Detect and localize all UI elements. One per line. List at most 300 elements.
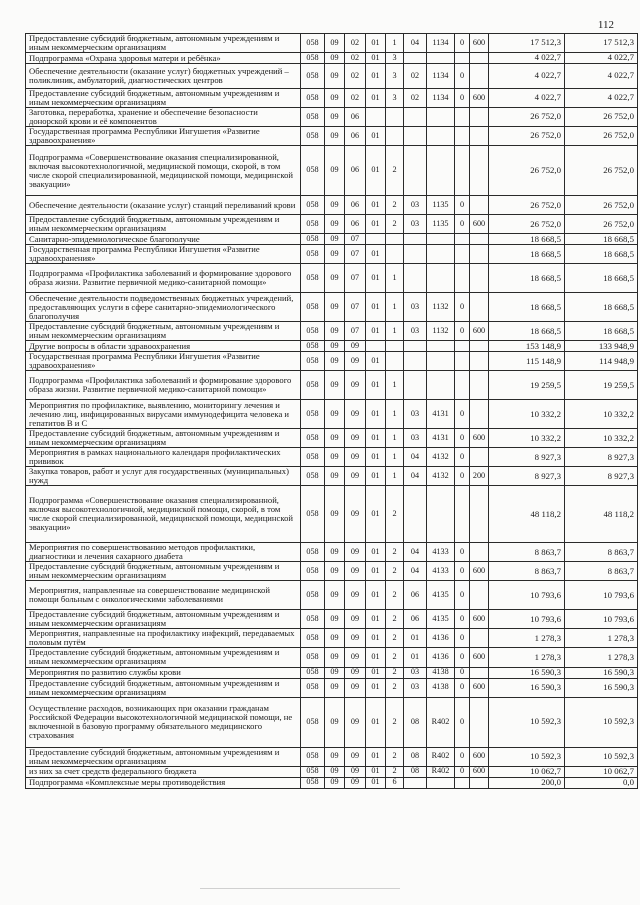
budget-table (25, 33, 638, 789)
row-code-c7: 1134 (427, 64, 455, 89)
table-row (26, 697, 638, 747)
row-code-c7: 4136 (427, 648, 455, 667)
row-code-c1: 058 (301, 127, 325, 146)
row-code-c1: 058 (301, 371, 325, 400)
row-code-c4: 01 (366, 429, 386, 448)
row-code-c5 (386, 108, 404, 127)
table-row (26, 543, 638, 562)
row-name: Предоставление субсидий бюджетным, автономным учреждениям и иным некоммерческим организациям (26, 648, 301, 667)
row-code-c8: 0 (455, 610, 470, 629)
row-code-c9 (470, 777, 489, 788)
row-name: Заготовка, переработка, хранение и обеспечение безопасности донорской крови и её компонентов (26, 108, 301, 127)
row-code-c9 (470, 53, 489, 64)
row-code-c3: 06 (345, 146, 366, 196)
row-amount-v1: 153 148,9 (489, 341, 565, 352)
table-row (26, 89, 638, 108)
row-code-c6: 01 (404, 648, 427, 667)
row-code-c4: 01 (366, 486, 386, 543)
row-amount-v1: 1 278,3 (489, 629, 565, 648)
row-code-c5: 2 (386, 543, 404, 562)
row-code-c1: 058 (301, 467, 325, 486)
row-amount-v1: 18 668,5 (489, 293, 565, 322)
row-code-c7 (427, 53, 455, 64)
row-amount-v2: 4 022,7 (565, 53, 638, 64)
row-code-c6 (404, 371, 427, 400)
row-code-c1: 058 (301, 64, 325, 89)
row-code-c8: 0 (455, 629, 470, 648)
row-amount-v1: 1 278,3 (489, 648, 565, 667)
row-code-c4: 01 (366, 53, 386, 64)
row-code-c4: 01 (366, 34, 386, 53)
row-code-c7 (427, 127, 455, 146)
row-amount-v2: 17 512,3 (565, 34, 638, 53)
row-code-c5 (386, 352, 404, 371)
row-amount-v2: 26 752,0 (565, 127, 638, 146)
row-amount-v2: 18 668,5 (565, 322, 638, 341)
row-code-c3: 09 (345, 747, 366, 766)
row-code-c7: 4138 (427, 667, 455, 678)
row-amount-v2: 10 062,7 (565, 766, 638, 777)
row-code-c4: 01 (366, 352, 386, 371)
row-name: Осуществление расходов, возникающих при оказании гражданам Российской Федерации высокотехнологичной медицинской помощи, не включенной в базовую программу обязательного медицинского страхования (26, 697, 301, 747)
row-name: Мероприятия, направленные на совершенствование медицинской помощи больным с онкологическими заболеваниями (26, 581, 301, 610)
row-code-c5 (386, 245, 404, 264)
row-code-c1: 058 (301, 196, 325, 215)
row-amount-v1: 10 592,3 (489, 697, 565, 747)
row-code-c5: 1 (386, 448, 404, 467)
table-row (26, 245, 638, 264)
row-name: Обеспечение деятельности (оказание услуг) бюджетных учреждений – поликлиник, амбулаторий, диагностических центров (26, 64, 301, 89)
row-code-c2: 09 (325, 108, 345, 127)
row-code-c4: 01 (366, 322, 386, 341)
row-code-c3: 06 (345, 108, 366, 127)
row-amount-v2: 10 793,6 (565, 581, 638, 610)
row-code-c7: 4131 (427, 400, 455, 429)
row-code-c9 (470, 371, 489, 400)
row-code-c7: 4135 (427, 610, 455, 629)
row-code-c6 (404, 127, 427, 146)
row-code-c8 (455, 53, 470, 64)
row-code-c3: 09 (345, 610, 366, 629)
row-amount-v1: 18 668,5 (489, 245, 565, 264)
row-code-c5: 1 (386, 467, 404, 486)
row-code-c1: 058 (301, 766, 325, 777)
row-code-c4: 01 (366, 610, 386, 629)
row-code-c6: 03 (404, 196, 427, 215)
row-code-c4: 01 (366, 777, 386, 788)
row-code-c5: 2 (386, 667, 404, 678)
row-code-c2: 09 (325, 234, 345, 245)
row-code-c3: 07 (345, 322, 366, 341)
row-code-c3: 09 (345, 371, 366, 400)
row-code-c7: 1135 (427, 215, 455, 234)
row-code-c9: 600 (470, 322, 489, 341)
row-code-c3: 09 (345, 562, 366, 581)
row-code-c5: 6 (386, 777, 404, 788)
row-code-c7 (427, 777, 455, 788)
row-code-c3: 09 (345, 429, 366, 448)
row-code-c3: 09 (345, 667, 366, 678)
row-code-c5: 2 (386, 610, 404, 629)
row-code-c2: 09 (325, 245, 345, 264)
row-code-c2: 09 (325, 341, 345, 352)
row-amount-v1: 18 668,5 (489, 234, 565, 245)
row-name: Другие вопросы в области здравоохранения (26, 341, 301, 352)
row-code-c7: R402 (427, 766, 455, 777)
row-code-c5: 2 (386, 486, 404, 543)
row-name: Предоставление субсидий бюджетным, автономным учреждениям и иным некоммерческим организациям (26, 34, 301, 53)
row-code-c4 (366, 234, 386, 245)
row-name: Предоставление субсидий бюджетным, автономным учреждениям и иным некоммерческим организациям (26, 678, 301, 697)
row-amount-v2: 4 022,7 (565, 89, 638, 108)
row-code-c1: 058 (301, 429, 325, 448)
row-code-c3: 09 (345, 448, 366, 467)
row-code-c7 (427, 234, 455, 245)
row-code-c4: 01 (366, 581, 386, 610)
row-code-c5: 2 (386, 678, 404, 697)
row-code-c1: 058 (301, 322, 325, 341)
row-code-c8: 0 (455, 678, 470, 697)
row-name: Мероприятия по совершенствованию методов профилактики, диагностики и лечения сахарного диабета (26, 543, 301, 562)
row-code-c8: 0 (455, 89, 470, 108)
row-code-c7 (427, 341, 455, 352)
row-code-c2: 09 (325, 322, 345, 341)
row-amount-v1: 8 927,3 (489, 448, 565, 467)
row-code-c1: 058 (301, 777, 325, 788)
row-amount-v1: 200,0 (489, 777, 565, 788)
row-code-c5: 2 (386, 629, 404, 648)
row-name: Подпрограмма «Охрана здоровья матери и ребёнка» (26, 53, 301, 64)
row-code-c8: 0 (455, 429, 470, 448)
row-code-c2: 09 (325, 697, 345, 747)
row-code-c6: 08 (404, 747, 427, 766)
row-code-c6 (404, 341, 427, 352)
table-row (26, 234, 638, 245)
row-amount-v2: 26 752,0 (565, 146, 638, 196)
row-amount-v1: 10 332,2 (489, 429, 565, 448)
row-code-c2: 09 (325, 293, 345, 322)
row-code-c6 (404, 234, 427, 245)
table-row (26, 293, 638, 322)
table-row (26, 371, 638, 400)
row-code-c5: 2 (386, 562, 404, 581)
row-name: Предоставление субсидий бюджетным, автономным учреждениям и иным некоммерческим организациям (26, 610, 301, 629)
row-code-c2: 09 (325, 777, 345, 788)
row-code-c6: 06 (404, 581, 427, 610)
row-code-c7: 4135 (427, 581, 455, 610)
row-code-c7: 4131 (427, 429, 455, 448)
row-code-c8 (455, 146, 470, 196)
row-code-c5: 2 (386, 747, 404, 766)
row-amount-v1: 10 332,2 (489, 400, 565, 429)
row-name: Подпрограмма «Совершенствование оказания специализированной, включая высокотехнологичной, медицинской помощи, скорой, в том числе скорой специализированной, медицинской помощи, медицинской эвакуации» (26, 486, 301, 543)
row-code-c6 (404, 486, 427, 543)
row-code-c9: 600 (470, 34, 489, 53)
table-row (26, 108, 638, 127)
row-code-c5 (386, 341, 404, 352)
scan-edge (200, 888, 400, 889)
row-code-c8: 0 (455, 766, 470, 777)
row-code-c8: 0 (455, 34, 470, 53)
row-code-c1: 058 (301, 400, 325, 429)
row-code-c9 (470, 293, 489, 322)
row-amount-v2: 8 863,7 (565, 543, 638, 562)
row-code-c6: 03 (404, 667, 427, 678)
row-amount-v2: 4 022,7 (565, 64, 638, 89)
row-name: Государственная программа Республики Ингушетия «Развитие здравоохранения» (26, 127, 301, 146)
row-code-c8 (455, 127, 470, 146)
row-amount-v2: 10 592,3 (565, 747, 638, 766)
row-name: Мероприятия, направленные на профилактику инфекций, передаваемых половым путём (26, 629, 301, 648)
row-code-c8 (455, 245, 470, 264)
row-code-c7: 1132 (427, 293, 455, 322)
row-amount-v1: 18 668,5 (489, 322, 565, 341)
table-row (26, 53, 638, 64)
row-code-c7: 1132 (427, 322, 455, 341)
row-code-c5: 2 (386, 146, 404, 196)
row-code-c9: 600 (470, 562, 489, 581)
row-code-c4: 01 (366, 400, 386, 429)
row-code-c1: 058 (301, 562, 325, 581)
row-code-c7: 4132 (427, 448, 455, 467)
row-code-c9 (470, 264, 489, 293)
row-code-c3: 09 (345, 629, 366, 648)
row-code-c7: 1134 (427, 89, 455, 108)
row-name: Предоставление субсидий бюджетным, автономным учреждениям и иным некоммерческим организациям (26, 747, 301, 766)
row-name: Мероприятия по развитию службы крови (26, 667, 301, 678)
row-code-c9: 600 (470, 89, 489, 108)
table-row (26, 747, 638, 766)
row-code-c2: 09 (325, 581, 345, 610)
row-name: из них за счет средств федерального бюджета (26, 766, 301, 777)
row-code-c4: 01 (366, 146, 386, 196)
row-code-c7: 4133 (427, 562, 455, 581)
row-name: Мероприятия по профилактике, выявлению, мониторингу лечения и лечению лиц, инфицированных вирусами иммунодефицита человека и гепатитов В и С (26, 400, 301, 429)
row-code-c7: 1135 (427, 196, 455, 215)
row-code-c5: 2 (386, 215, 404, 234)
row-code-c9 (470, 629, 489, 648)
table-row (26, 34, 638, 53)
row-code-c3: 09 (345, 467, 366, 486)
row-amount-v1: 26 752,0 (489, 196, 565, 215)
row-code-c8 (455, 264, 470, 293)
row-code-c5: 3 (386, 53, 404, 64)
row-code-c6: 08 (404, 697, 427, 747)
row-code-c3: 07 (345, 234, 366, 245)
row-code-c4: 01 (366, 196, 386, 215)
row-code-c7 (427, 486, 455, 543)
row-code-c7 (427, 245, 455, 264)
table-row (26, 341, 638, 352)
row-code-c1: 058 (301, 581, 325, 610)
row-code-c3: 09 (345, 648, 366, 667)
row-code-c4: 01 (366, 667, 386, 678)
row-code-c8: 0 (455, 697, 470, 747)
row-code-c9: 600 (470, 215, 489, 234)
row-code-c3: 07 (345, 293, 366, 322)
row-code-c7 (427, 146, 455, 196)
row-code-c8: 0 (455, 667, 470, 678)
row-code-c8: 0 (455, 562, 470, 581)
table-row (26, 429, 638, 448)
row-code-c4: 01 (366, 293, 386, 322)
row-code-c3: 07 (345, 245, 366, 264)
row-code-c2: 09 (325, 678, 345, 697)
row-code-c3: 09 (345, 352, 366, 371)
row-code-c1: 058 (301, 293, 325, 322)
row-code-c4: 01 (366, 629, 386, 648)
row-code-c9 (470, 667, 489, 678)
row-code-c6: 04 (404, 448, 427, 467)
row-code-c3: 09 (345, 678, 366, 697)
row-code-c3: 06 (345, 215, 366, 234)
row-amount-v1: 16 590,3 (489, 667, 565, 678)
row-code-c2: 09 (325, 648, 345, 667)
row-amount-v2: 0,0 (565, 777, 638, 788)
row-code-c2: 09 (325, 127, 345, 146)
row-code-c1: 058 (301, 245, 325, 264)
row-code-c2: 09 (325, 610, 345, 629)
row-code-c7: 4138 (427, 678, 455, 697)
row-code-c6 (404, 108, 427, 127)
row-code-c3: 02 (345, 53, 366, 64)
row-code-c8: 0 (455, 747, 470, 766)
table-row (26, 127, 638, 146)
row-code-c7: 4136 (427, 629, 455, 648)
row-code-c8: 0 (455, 64, 470, 89)
row-code-c3: 09 (345, 777, 366, 788)
row-amount-v1: 26 752,0 (489, 108, 565, 127)
row-amount-v2: 114 948,9 (565, 352, 638, 371)
row-code-c4: 01 (366, 215, 386, 234)
row-code-c9 (470, 352, 489, 371)
row-name: Государственная программа Республики Ингушетия «Развитие здравоохранения» (26, 245, 301, 264)
row-code-c3: 06 (345, 196, 366, 215)
row-code-c7: R402 (427, 747, 455, 766)
row-code-c3: 02 (345, 34, 366, 53)
row-name: Обеспечение деятельности (оказание услуг) станций переливаний крови (26, 196, 301, 215)
row-name: Подпрограмма «Профилактика заболеваний и формирование здорового образа жизни. Развитие первичной медико-санитарной помощи» (26, 371, 301, 400)
row-name: Предоставление субсидий бюджетным, автономным учреждениям и иным некоммерческим организациям (26, 89, 301, 108)
row-code-c3: 09 (345, 543, 366, 562)
row-amount-v1: 10 062,7 (489, 766, 565, 777)
row-amount-v1: 8 927,3 (489, 467, 565, 486)
row-code-c1: 058 (301, 108, 325, 127)
row-amount-v2: 8 927,3 (565, 467, 638, 486)
row-code-c9 (470, 245, 489, 264)
row-code-c8 (455, 341, 470, 352)
row-amount-v1: 115 148,9 (489, 352, 565, 371)
row-code-c1: 058 (301, 697, 325, 747)
row-code-c1: 058 (301, 341, 325, 352)
row-code-c1: 058 (301, 89, 325, 108)
row-amount-v2: 133 948,9 (565, 341, 638, 352)
row-name: Подпрограмма «Совершенствование оказания специализированной, включая высокотехнологичной, медицинской помощи, скорой, в том числе скорой специализированной, медицинской помощи, медицинской эвакуации» (26, 146, 301, 196)
row-amount-v2: 48 118,2 (565, 486, 638, 543)
row-code-c5: 2 (386, 648, 404, 667)
table-row (26, 264, 638, 293)
row-amount-v1: 10 793,6 (489, 610, 565, 629)
row-code-c4: 01 (366, 648, 386, 667)
row-code-c6 (404, 777, 427, 788)
row-code-c6: 04 (404, 543, 427, 562)
row-code-c9 (470, 581, 489, 610)
row-name: Мероприятия в рамках национального календаря профилактических прививок (26, 448, 301, 467)
row-amount-v1: 4 022,7 (489, 89, 565, 108)
row-code-c5: 2 (386, 766, 404, 777)
table-row (26, 610, 638, 629)
row-code-c4: 01 (366, 371, 386, 400)
row-code-c8 (455, 371, 470, 400)
row-amount-v1: 48 118,2 (489, 486, 565, 543)
row-amount-v1: 16 590,3 (489, 678, 565, 697)
row-amount-v2: 8 863,7 (565, 562, 638, 581)
row-code-c3: 09 (345, 581, 366, 610)
row-code-c7: R402 (427, 697, 455, 747)
row-code-c2: 09 (325, 196, 345, 215)
row-code-c8: 0 (455, 322, 470, 341)
row-code-c1: 058 (301, 53, 325, 64)
row-code-c2: 09 (325, 667, 345, 678)
row-name: Предоставление субсидий бюджетным, автономным учреждениям и иным некоммерческим организациям (26, 215, 301, 234)
row-code-c9 (470, 127, 489, 146)
row-code-c2: 09 (325, 264, 345, 293)
row-code-c7 (427, 264, 455, 293)
row-code-c2: 09 (325, 34, 345, 53)
row-code-c7 (427, 371, 455, 400)
row-code-c8: 0 (455, 400, 470, 429)
table-row (26, 562, 638, 581)
row-code-c2: 09 (325, 467, 345, 486)
row-code-c3: 07 (345, 264, 366, 293)
row-code-c6: 01 (404, 629, 427, 648)
row-code-c9 (470, 697, 489, 747)
row-code-c5: 1 (386, 322, 404, 341)
row-code-c4: 01 (366, 127, 386, 146)
row-code-c5 (386, 127, 404, 146)
row-code-c1: 058 (301, 215, 325, 234)
row-name: Предоставление субсидий бюджетным, автономным учреждениям и иным некоммерческим организациям (26, 322, 301, 341)
row-code-c6: 04 (404, 467, 427, 486)
row-amount-v1: 18 668,5 (489, 264, 565, 293)
row-amount-v1: 10 793,6 (489, 581, 565, 610)
row-code-c8: 0 (455, 648, 470, 667)
row-amount-v2: 26 752,0 (565, 196, 638, 215)
row-code-c1: 058 (301, 610, 325, 629)
row-code-c4: 01 (366, 678, 386, 697)
row-code-c4: 01 (366, 467, 386, 486)
table-row (26, 196, 638, 215)
row-code-c6: 03 (404, 293, 427, 322)
row-code-c8 (455, 777, 470, 788)
row-code-c1: 058 (301, 234, 325, 245)
row-code-c6: 03 (404, 429, 427, 448)
row-code-c2: 09 (325, 89, 345, 108)
row-code-c5: 1 (386, 400, 404, 429)
row-code-c8: 0 (455, 467, 470, 486)
row-amount-v2: 1 278,3 (565, 648, 638, 667)
table-row (26, 581, 638, 610)
row-name: Подпрограмма «Профилактика заболеваний и формирование здорового образа жизни. Развитие первичной медико-санитарной помощи» (26, 264, 301, 293)
row-code-c4: 01 (366, 448, 386, 467)
row-amount-v1: 17 512,3 (489, 34, 565, 53)
table-row (26, 648, 638, 667)
row-code-c9 (470, 448, 489, 467)
row-code-c9: 600 (470, 429, 489, 448)
row-code-c9: 600 (470, 747, 489, 766)
row-code-c5 (386, 234, 404, 245)
row-code-c3: 09 (345, 341, 366, 352)
